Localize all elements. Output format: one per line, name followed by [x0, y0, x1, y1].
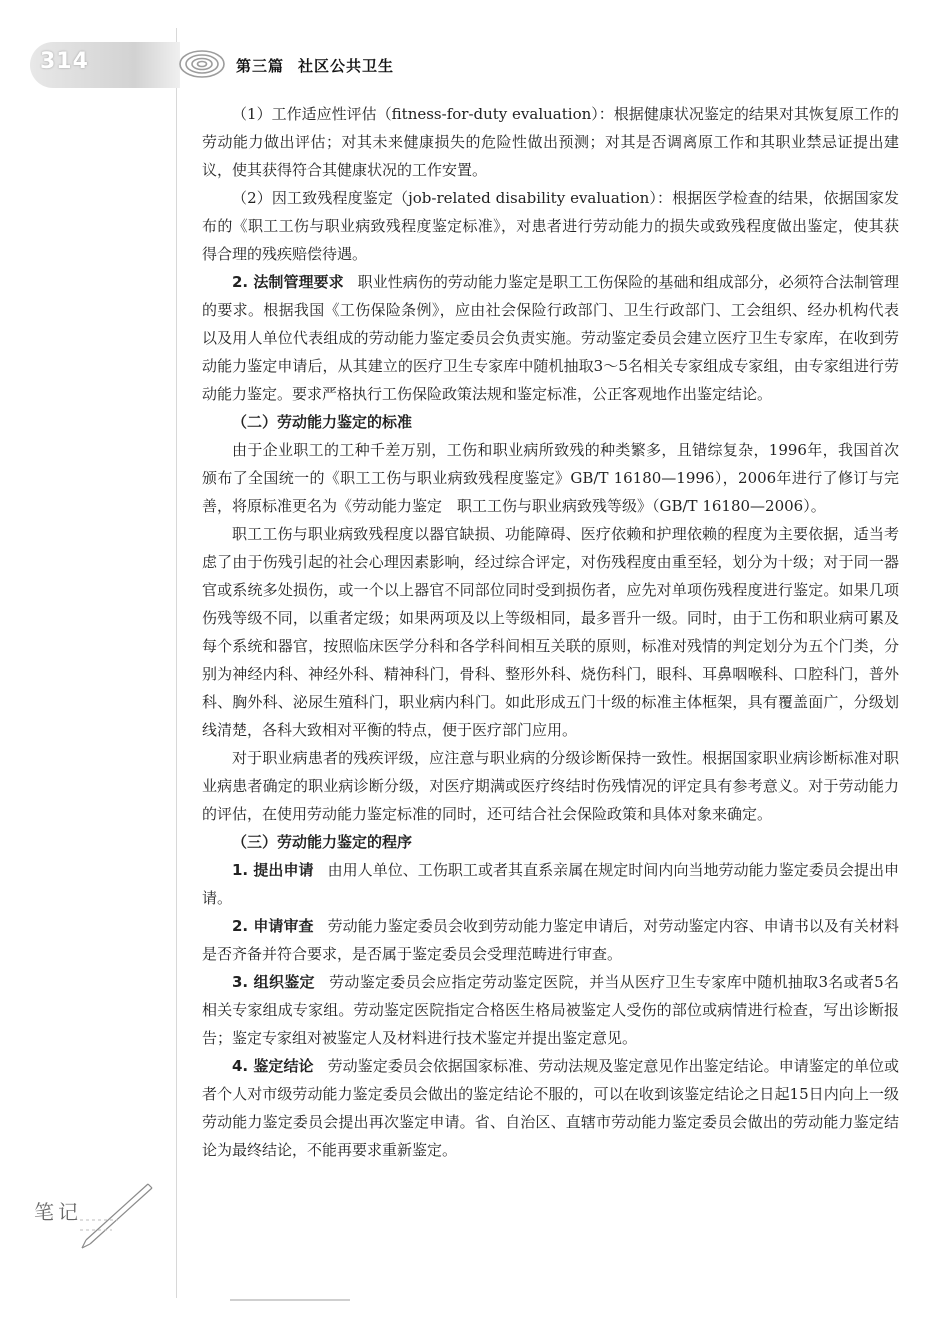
- paragraph: （2）因工致残程度鉴定（job-related disability evaluation）：根据医学检查的结果，依据国家发布的《职工工伤与职业病致残程度鉴定标准》，对患者进行劳动能力的损失或致残程度做出鉴定，使其获得合理的残疾赔偿待遇。: [202, 189, 899, 263]
- section-heading: （二）劳动能力鉴定的标准: [232, 413, 413, 431]
- paragraph-lead: 2. 法制管理要求: [232, 273, 344, 291]
- margin-rule: [176, 28, 177, 1298]
- paragraph-lead: 3. 组织鉴定: [232, 973, 315, 991]
- part-label: 第三篇: [236, 57, 285, 75]
- page-number: 314: [40, 49, 89, 74]
- paragraph: [202, 912, 899, 968]
- paragraph: [202, 268, 899, 408]
- paragraph-lead: 1. 提出申请: [232, 861, 314, 879]
- paragraph-text: 由用人单位、工伤职工或者其直系亲属在规定时间内向当地劳动能力鉴定委员会提出申请。: [202, 861, 899, 907]
- paragraph: [202, 1052, 899, 1164]
- body-text: [202, 100, 899, 1164]
- paragraph-lead: 2. 申请审查: [232, 917, 314, 935]
- swirl-logo-icon: [176, 40, 232, 84]
- paragraph: （1）工作适应性评估（fitness-for-duty evaluation）：根据健康状况鉴定的结果对其恢复原工作的劳动能力做出评估；对其未来健康损失的危险性做出预测；对其是否调离原工作和其职业禁忌证提出建议，使其获得符合其健康状况的工作安置。: [202, 105, 899, 179]
- paragraph: 职工工伤与职业病致残程度以器官缺损、功能障碍、医疗依赖和护理依赖的程度为主要依据，适当考虑了由于伤残引起的社会心理因素影响，经过综合评定，对伤残程度由重至轻，划分为十级；对于同一器官或系统多处损伤，或一个以上器官不同部位同时受到损伤者，应先对单项伤残程度进行鉴定。如果几项伤残等级不同，以重者定级；如果两项及以上等级相同，最多晋升一级。同时，由于工伤和职业病可累及每个系统和器官，按照临床医学分科和各学科间相互关联的原则，标准对残情的判定划分为五个门类，分别为神经内科、神经外科、精神科门，骨科、整形外科、烧伤科门，眼科、耳鼻咽喉科、口腔科门，普外科、胸外科、泌尿生殖科门，职业病内科门。如此形成五门十级的标准主体框架，具有覆盖面广，分级划线清楚，各科大致相对平衡的特点，便于医疗部门应用。: [202, 525, 899, 739]
- running-head: [236, 55, 394, 76]
- paragraph: [202, 968, 899, 1052]
- paragraph-text: 劳动鉴定委员会应指定劳动鉴定医院，并当从医疗卫生专家库中随机抽取3名或者5名相关专家组成专家组。劳动鉴定医院指定合格医生格局被鉴定人受伤的部位或病情进行检查，写出诊断报告；鉴定专家组对被鉴定人及材料进行技术鉴定并提出鉴定意见。: [202, 973, 900, 1047]
- pencil-icon: [78, 1180, 154, 1250]
- paragraph: [202, 856, 899, 912]
- bottom-rule: [230, 1299, 350, 1301]
- paragraph-text: 劳动鉴定委员会依据国家标准、劳动法规及鉴定意见作出鉴定结论。申请鉴定的单位或者个人对市级劳动能力鉴定委员会做出的鉴定结论不服的，可以在收到该鉴定结论之日起15日内向上一级劳动能力鉴定委员会提出再次鉴定申请。省、自治区、直辖市劳动能力鉴定委员会做出的劳动能力鉴定结论为最终结论，不能再要求重新鉴定。: [202, 1057, 899, 1159]
- paragraph-lead: 4. 鉴定结论: [232, 1057, 314, 1075]
- paragraph-text: 职业性病伤的劳动能力鉴定是职工工伤保险的基础和组成部分，必须符合法制管理的要求。根据我国《工伤保险条例》，应由社会保险行政部门、卫生行政部门、工会组织、经办机构代表以及用人单位代表组成的劳动能力鉴定委员会负责实施。劳动鉴定委员会建立医疗卫生专家库，在收到劳动能力鉴定申请后，从其建立的医疗卫生专家库中随机抽取3～5名相关专家组成专家组，由专家组进行劳动能力鉴定。要求严格执行工伤保险政策法规和鉴定标准，公正客观地作出鉴定结论。: [202, 273, 899, 403]
- paragraph-text: 劳动能力鉴定委员会收到劳动能力鉴定申请后，对劳动鉴定内容、申请书以及有关材料是否齐备并符合要求，是否属于鉴定委员会受理范畴进行审查。: [202, 917, 899, 963]
- section-heading: （三）劳动能力鉴定的程序: [232, 833, 413, 851]
- paragraph: 对于职业病患者的残疾评级，应注意与职业病的分级诊断保持一致性。根据国家职业病诊断标准对职业病患者确定的职业病诊断分级，对医疗期满或医疗终结时伤残情况的评定具有参考意义。对于劳动能力的评估，在使用劳动能力鉴定标准的同时，还可结合社会保险政策和具体对象来确定。: [202, 749, 899, 823]
- notes-label: 笔记: [34, 1200, 82, 1224]
- paragraph: 由于企业职工的工种千差万别，工伤和职业病所致残的种类繁多，且错综复杂，1996年，我国首次颁布了全国统一的《职工工伤与职业病致残程度鉴定》GB/T 16180—1996），2006年进行了修订与完善，将原标准更名为《劳动能力鉴定 职工工伤与职业病致残等级》（GB/T 16180—2006）。: [202, 441, 899, 515]
- section-label: 社区公共卫生: [298, 57, 395, 75]
